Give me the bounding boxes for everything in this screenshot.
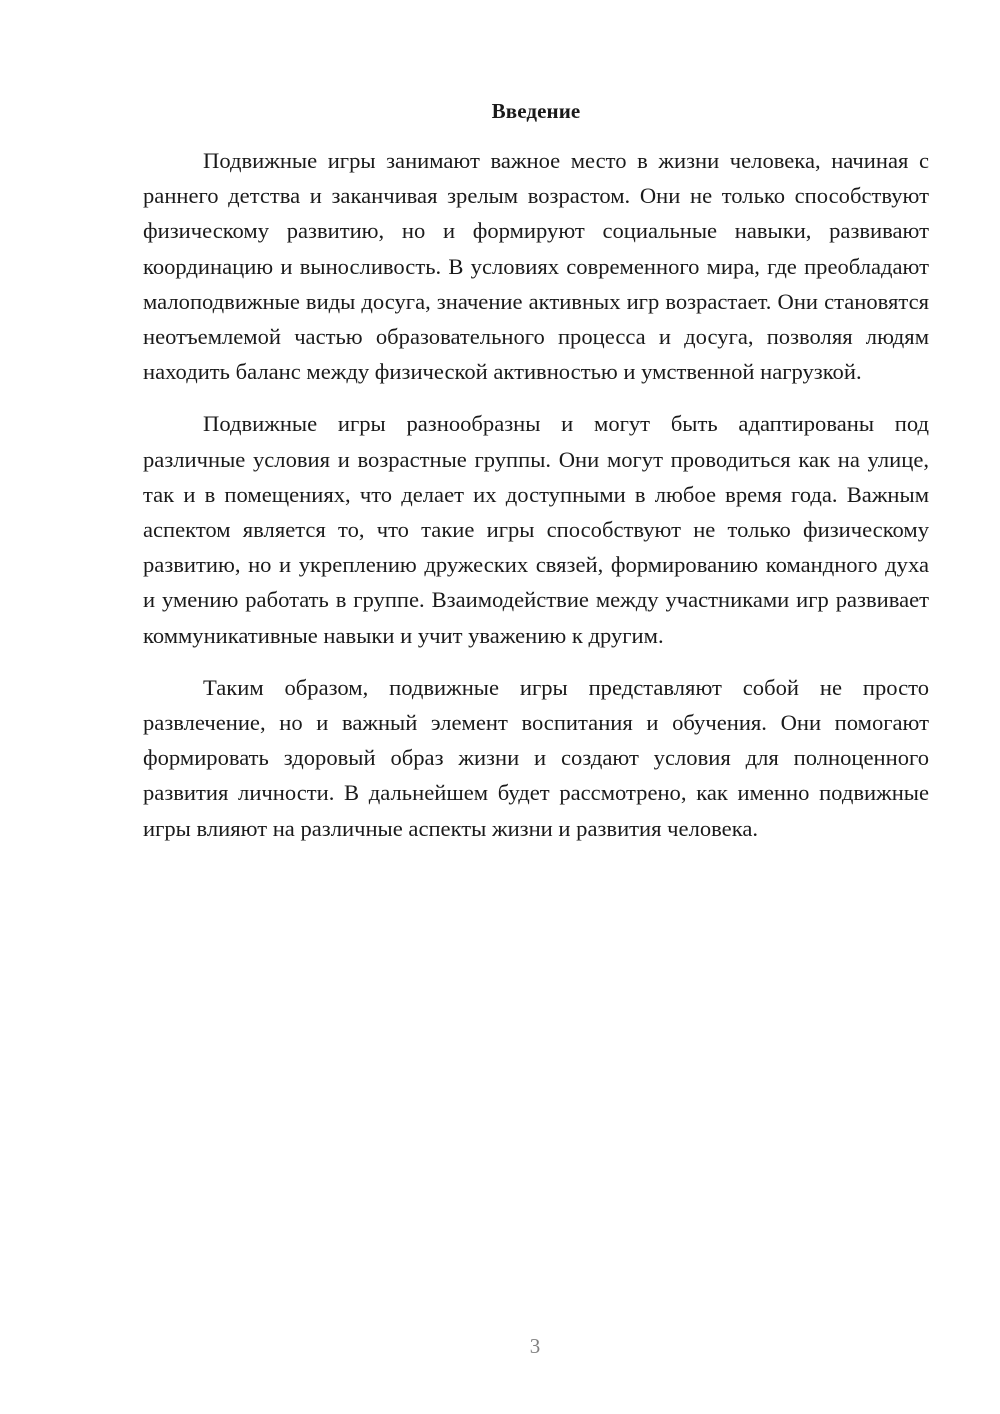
paragraph-1: Подвижные игры занимают важное место в жизни человека, начиная с раннего детства и заканчивая зрелым возрастом. Они не только способствуют физическому развитию, но и формируют социальные навыки, развивают координацию и выносливость. В условиях современного мира, где преобладают малоподвижные виды досуга, значение активных игр возрастает. Они становятся неотъемлемой частью образовательного процесса и досуга, позволяя людям находить баланс между физической активностью и умственной нагрузкой. xyxy=(143,148,929,385)
page-number: 3 xyxy=(529,1334,541,1358)
section-title: Введение xyxy=(491,99,581,123)
paragraph-2: Подвижные игры разнообразны и могут быть адаптированы под различные условия и возрастные группы. Они могут проводиться как на улице, так и в помещениях, что делает их доступными в любое время года. Важным аспектом является то, что такие игры способствуют не только физическому развитию, но и укреплению дружеских связей, формированию командного духа и умению работать в группе. Взаимодействие между участниками игр развивает коммуникативные навыки и учит уважению к другим. xyxy=(143,411,929,648)
paragraph-3: Таким образом, подвижные игры представляют собой не просто развлечение, но и важный элемент воспитания и обучения. Они помогают формировать здоровый образ жизни и создают условия для полноценного развития личности. В дальнейшем будет рассмотрено, как именно подвижные игры влияют на различные аспекты жизни и развития человека. xyxy=(143,674,929,841)
body-text xyxy=(143,143,929,846)
